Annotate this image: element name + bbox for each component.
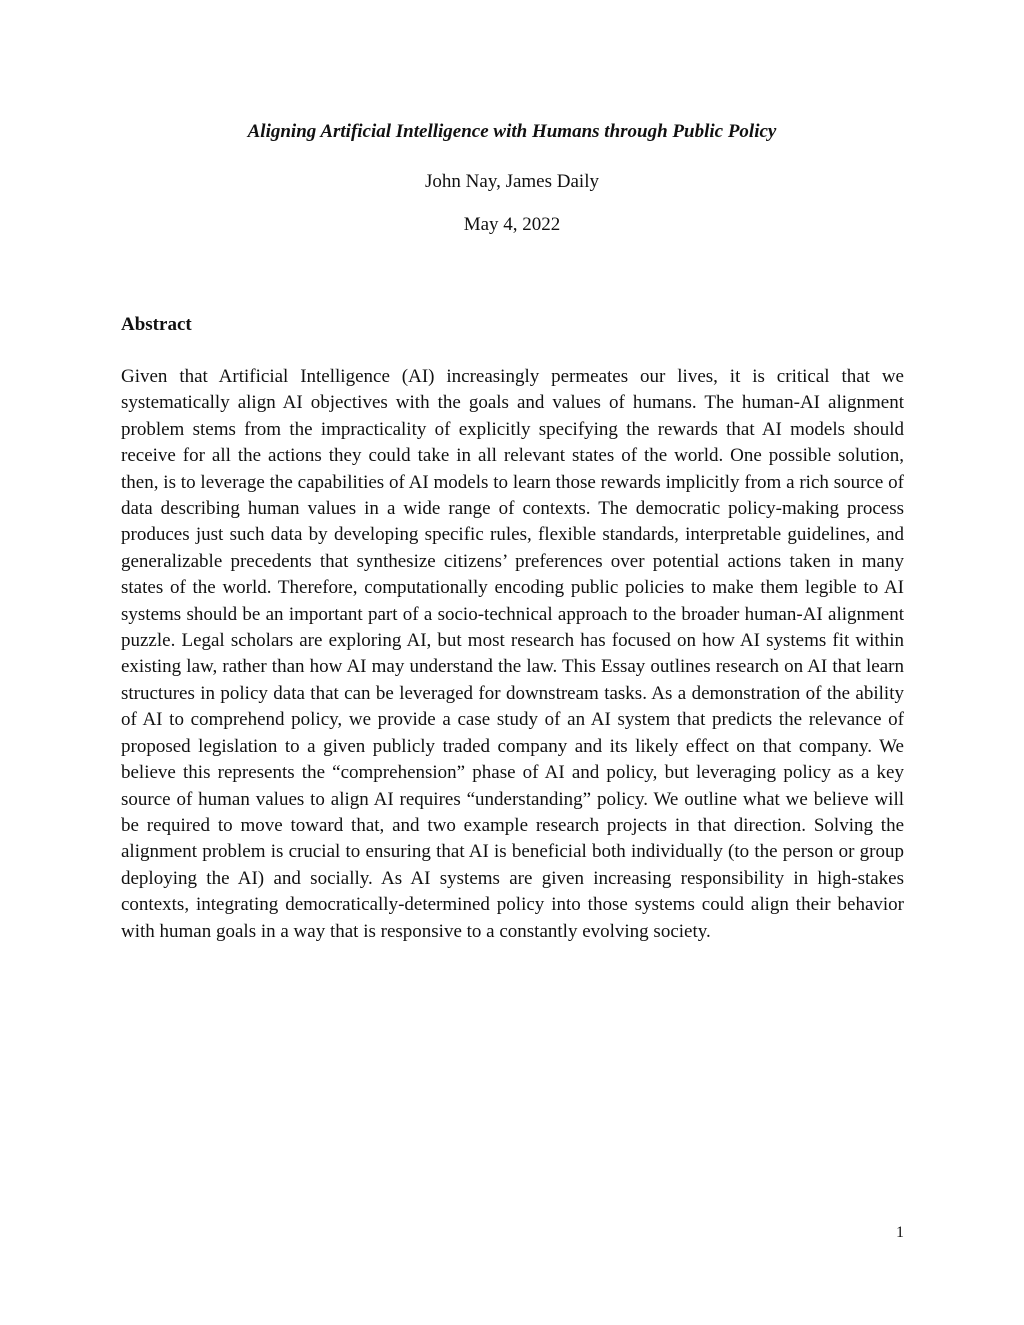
page-number: 1 (896, 1224, 904, 1241)
abstract-body: Given that Artificial Intelligence (AI) increasingly permeates our lives, it is critical that we systematically align AI objectives with the goals and values of humans. The human-AI alignment problem stems from the impracticality of explicitly specifying the rewards that AI models should receive for all the actions they could take in all relevant states of the world. One possible solution, then, is to leverage the capabilities of AI models to learn those rewards implicitly from a rich source of data describing human values in a wide range of contexts. The democratic policy-making process produces just such data by developing specific rules, flexible standards, interpretable guidelines, and generalizable precedents that synthesize citizens’ preferences over potential actions taken in many states of the world. Therefore, computationally encoding public policies to make them legible to AI systems should be an important part of a socio-technical approach to the broader human-AI alignment puzzle. Legal scholars are exploring AI, but most research has focused on how AI systems fit within existing law, rather than how AI may understand the law. This Essay outlines research on AI that learn structures in policy data that can be leveraged for downstream tasks. As a demonstration of the ability of AI to comprehend policy, we provide a case study of an AI system that predicts the relevance of proposed legislation to a given publicly traded company and its likely effect on that company. We believe this represents the “comprehension” phase of AI and policy, but leveraging policy as a key source of human values to align AI requires “understanding” policy. We outline what we believe will be required to move toward that, and two example research projects in that direction. Solving the alignment problem is crucial to ensuring that AI is beneficial both individually (to the person or group deploying the AI) and socially. As AI systems are given increasing responsibility in high-stakes contexts, integrating democratically-determined policy into those systems could align their behavior with human goals in a way that is responsive to a constantly evolving society. (121, 366, 904, 942)
paper-title: Aligning Artificial Intelligence with Humans through Public Policy (247, 121, 777, 142)
abstract-heading: Abstract (121, 314, 192, 335)
paper-authors: John Nay, James Daily (425, 171, 599, 192)
paper-date: May 4, 2022 (463, 214, 561, 235)
